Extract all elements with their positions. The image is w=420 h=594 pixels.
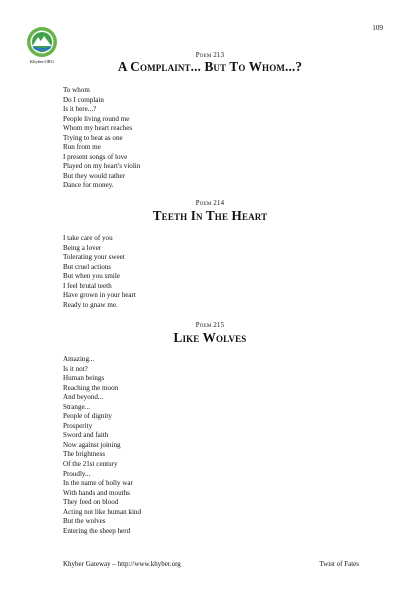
poem-line: Played on my heart's violin bbox=[63, 162, 141, 171]
logo-caption: Khyber.ORG bbox=[29, 59, 55, 64]
poem-title: Teeth In The Heart bbox=[152, 208, 268, 223]
poem-label: Poem 214 bbox=[195, 200, 225, 207]
poem-line: The brightness bbox=[63, 450, 105, 459]
poem-line: Reaching the moon bbox=[63, 383, 119, 392]
poem-line: Of the 21st century bbox=[63, 460, 118, 469]
poem-line: Sword and faith bbox=[63, 431, 109, 440]
poem-label: Poem 213 bbox=[195, 52, 225, 59]
poem-line: Is it here...? bbox=[63, 105, 97, 114]
footer-source: Khyber Gateway – http://www.khyber.org bbox=[63, 560, 181, 568]
poem-title: A Complaint... But To Whom...? bbox=[117, 59, 303, 74]
poem-line: Prosperity bbox=[63, 421, 93, 430]
footer-book-title: Twist of Fates bbox=[319, 560, 359, 568]
poem-line: Human beings bbox=[63, 374, 105, 383]
poem-line: To whom bbox=[63, 86, 90, 94]
poem-line: They feed on blood bbox=[63, 498, 119, 507]
poem-line: Amazing... bbox=[63, 355, 95, 363]
poem-lines bbox=[63, 234, 136, 310]
poem-line: I feel brutal teeth bbox=[63, 281, 112, 290]
poem-lines bbox=[63, 86, 140, 191]
poem-line: Now against joining bbox=[63, 440, 121, 449]
poem-line: Strange... bbox=[63, 402, 90, 411]
poem-lines bbox=[63, 355, 141, 536]
poem-line: Entering the sheep herd bbox=[63, 526, 131, 535]
poem-line: Have grown in your heart bbox=[63, 291, 136, 300]
poem-line: Ready to gnaw me. bbox=[63, 300, 118, 309]
poem-line: I take care of you bbox=[63, 234, 113, 242]
poem-line: Being a lover bbox=[63, 243, 102, 252]
poem-line: Dance for money. bbox=[63, 181, 114, 190]
poem-line: But cruel actions bbox=[63, 262, 112, 271]
poem-line: With hands and mouths bbox=[63, 488, 130, 497]
poem-line: Is it not? bbox=[63, 364, 88, 373]
poem-line: In the name of holly war bbox=[63, 479, 133, 488]
poem-label: Poem 215 bbox=[195, 322, 225, 329]
poem-title: Like Wolves bbox=[173, 330, 247, 345]
poem-line: But the wolves bbox=[63, 517, 106, 526]
poem-line: People of dignity bbox=[63, 412, 112, 421]
poem-line: But when you smile bbox=[63, 272, 120, 281]
poem-line: But they would rather bbox=[63, 171, 126, 180]
poem-line: Do I complain bbox=[63, 95, 104, 104]
poem-line: People living round me bbox=[63, 114, 130, 123]
poem-line: And beyond... bbox=[63, 393, 104, 402]
poem-line: I present songs of love bbox=[63, 152, 128, 161]
poem-line: Acting not like human kind bbox=[63, 507, 142, 516]
poem-line: Whom my heart reaches bbox=[63, 124, 133, 133]
page-number: 109 bbox=[372, 24, 383, 32]
poem-line: Tolerating your sweet bbox=[63, 253, 125, 262]
poem-line: Proudly... bbox=[63, 469, 91, 478]
poem-line: Run from me bbox=[63, 143, 101, 152]
poem-line: Trying to beat as one bbox=[63, 133, 123, 142]
